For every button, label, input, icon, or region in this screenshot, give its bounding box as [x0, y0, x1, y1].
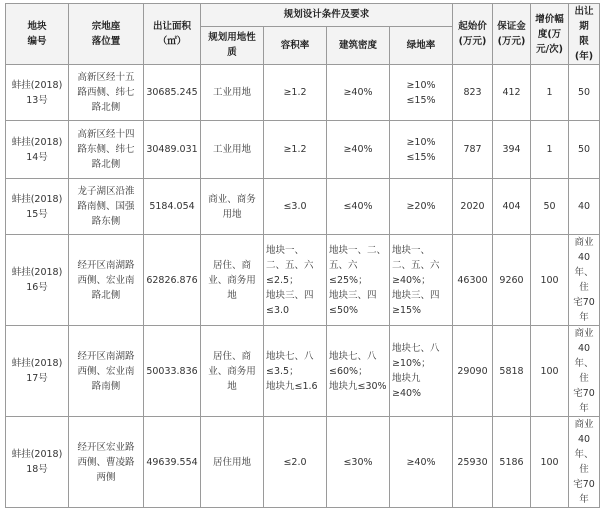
header-area: 出让面积 （㎡）: [144, 4, 201, 65]
cell-green: ≥40%: [390, 417, 453, 508]
cell-area: 62826.876: [144, 235, 201, 326]
cell-land-use: 居住、商 业、商务用 地: [201, 235, 264, 326]
cell-block-no: 蚌挂(2018) 18号: [6, 417, 69, 508]
cell-increment: 1: [531, 65, 569, 121]
cell-deposit: 5186: [493, 417, 531, 508]
cell-block-no: 蚌挂(2018) 13号: [6, 65, 69, 121]
cell-area: 30489.031: [144, 121, 201, 179]
cell-plot-ratio: ≤2.0: [264, 417, 327, 508]
cell-location: 高新区经十五 路西侧、纬七 路北侧: [69, 65, 144, 121]
cell-term: 商业40 年、住 宅70年: [569, 326, 600, 417]
header-land-use: 规划用地性 质: [201, 26, 264, 64]
cell-start-price: 787: [453, 121, 493, 179]
header-plot-ratio: 容积率: [264, 26, 327, 64]
header-green: 绿地率: [390, 26, 453, 64]
cell-increment: 100: [531, 235, 569, 326]
cell-block-no: 蚌挂(2018) 16号: [6, 235, 69, 326]
cell-density: ≥40%: [327, 121, 390, 179]
cell-term: 商业40 年、住 宅70年: [569, 235, 600, 326]
cell-area: 5184.054: [144, 179, 201, 235]
cell-increment: 1: [531, 121, 569, 179]
cell-deposit: 394: [493, 121, 531, 179]
cell-block-no: 蚌挂(2018) 14号: [6, 121, 69, 179]
cell-area: 50033.836: [144, 326, 201, 417]
cell-plot-ratio: ≤3.0: [264, 179, 327, 235]
cell-start-price: 29090: [453, 326, 493, 417]
table-row: [6, 326, 600, 417]
cell-density: ≤40%: [327, 179, 390, 235]
cell-density: ≤30%: [327, 417, 390, 508]
cell-plot-ratio: 地块一、 二、五、六 ≤2.5； 地块三、四 ≤3.0: [264, 235, 327, 326]
cell-green: 地块七、八 ≥10%； 地块九 ≥40%: [390, 326, 453, 417]
cell-plot-ratio: 地块七、八 ≤3.5； 地块九≤1.6: [264, 326, 327, 417]
header-term: 出让期 限 (年): [569, 4, 600, 65]
cell-density: 地块七、八 ≤60%； 地块九≤30%: [327, 326, 390, 417]
header-block-no: 地块 编号: [6, 4, 69, 65]
cell-land-use: 居住用地: [201, 417, 264, 508]
cell-location: 龙子湖区沿淮 路南侧、国强 路东侧: [69, 179, 144, 235]
cell-term: 40: [569, 179, 600, 235]
cell-location: 经开区宏业路 西侧、曹凌路 两侧: [69, 417, 144, 508]
cell-green: ≥20%: [390, 179, 453, 235]
cell-land-use: 商业、商务 用地: [201, 179, 264, 235]
header-start-price: 起始价 (万元): [453, 4, 493, 65]
cell-density: 地块一、二、 五、六 ≤25%； 地块三、四 ≤50%: [327, 235, 390, 326]
cell-increment: 50: [531, 179, 569, 235]
cell-term: 50: [569, 65, 600, 121]
header-location: 宗地座 落位置: [69, 4, 144, 65]
cell-green: ≥10% ≤15%: [390, 121, 453, 179]
cell-location: 经开区南湖路 西侧、宏业南 路南侧: [69, 326, 144, 417]
cell-land-use: 居住、商 业、商务用 地: [201, 326, 264, 417]
cell-area: 49639.554: [144, 417, 201, 508]
cell-location: 高新区经十四 路东侧、纬七 路北侧: [69, 121, 144, 179]
cell-term: 商业40 年、住 宅70年: [569, 417, 600, 508]
cell-deposit: 5818: [493, 326, 531, 417]
cell-start-price: 2020: [453, 179, 493, 235]
cell-location: 经开区南湖路 西侧、宏业南 路北侧: [69, 235, 144, 326]
header-density: 建筑密度: [327, 26, 390, 64]
cell-increment: 100: [531, 417, 569, 508]
table-row: [6, 65, 600, 121]
cell-plot-ratio: ≥1.2: [264, 121, 327, 179]
cell-deposit: 9260: [493, 235, 531, 326]
cell-green: 地块一、 二、五、六 ≥40%； 地块三、四 ≥15%: [390, 235, 453, 326]
header-row-top: [6, 4, 600, 27]
cell-start-price: 46300: [453, 235, 493, 326]
cell-increment: 100: [531, 326, 569, 417]
cell-block-no: 蚌挂(2018) 17号: [6, 326, 69, 417]
cell-land-use: 工业用地: [201, 121, 264, 179]
cell-plot-ratio: ≥1.2: [264, 65, 327, 121]
land-parcel-table: [5, 3, 600, 508]
cell-start-price: 823: [453, 65, 493, 121]
cell-green: ≥10% ≤15%: [390, 65, 453, 121]
cell-deposit: 412: [493, 65, 531, 121]
header-planning: 规划设计条件及要求: [201, 4, 453, 27]
header-deposit: 保证金 (万元): [493, 4, 531, 65]
cell-land-use: 工业用地: [201, 65, 264, 121]
table-row: [6, 121, 600, 179]
table-row: [6, 417, 600, 508]
table-row: [6, 235, 600, 326]
cell-term: 50: [569, 121, 600, 179]
cell-block-no: 蚌挂(2018) 15号: [6, 179, 69, 235]
cell-density: ≥40%: [327, 65, 390, 121]
header-increment: 增价幅 度(万 元/次): [531, 4, 569, 65]
cell-deposit: 404: [493, 179, 531, 235]
table-row: [6, 179, 600, 235]
cell-start-price: 25930: [453, 417, 493, 508]
cell-area: 30685.245: [144, 65, 201, 121]
